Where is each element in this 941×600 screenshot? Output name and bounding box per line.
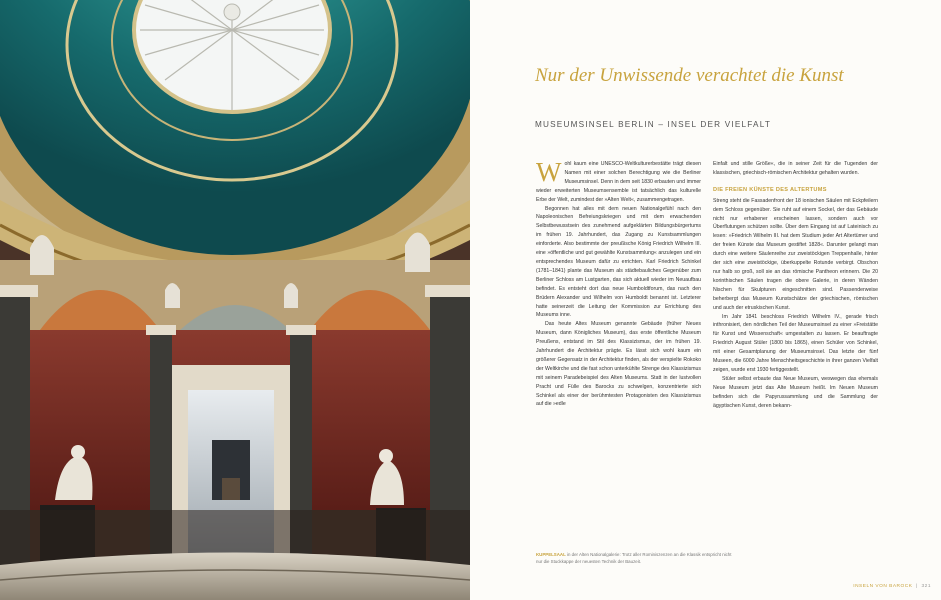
article-title: Nur der Unwissende verachtet die Kunst: [535, 65, 844, 86]
article-subtitle: MUSEUMSINSEL BERLIN – INSEL DER VIELFALT: [535, 120, 772, 129]
paragraph: Begonnen hat alles mit dem neuen Nationalgefühl nach den Napoleonischen Befreiungskriegen und mit dem erwachenden Selbstbewusstsein des zunehmend aufgeklärten Bildungsbürgertums im frühen 19. Jahrhundert, das Zugang zu Kunstsammlungen einforderte. Also bestimmte der preußische König Friedrich Wilhelm III. eine »öffentliche und gut gewählte Kunstsammlung« anzulegen und ein entsprechendes Museum dafür zu errichten. Karl Friedrich Schinkel (1781–1841) plante das Museum als städtebauliches Gegenüber zum Berliner Schloss am Lustgarten, das sich aktuell wieder im Neuaufbau befindet. Es entsteht dort das neue Humboldtforum, das nach den Brüdern Alexander und Wilhelm von Humboldt benannt ist. Letzterer hatte seinerzeit die Leitung der Kommission zur Errichtung des Museums inne.: [536, 205, 701, 319]
text-page: [470, 0, 941, 600]
caption-text: in der Alten Nationalgalerie: Trotz aller Rominiszenzen an die Klassik entspricht nicht nur die Stuckkappe der neuesten Technik der Bauzeit.: [536, 552, 732, 564]
paragraph: Streng steht die Fassadenfront der 18 ionischen Säulen mit Eckpfeilern dem Schloss gegenüber. Sie ruht auf einem Sockel, der das Gebäude nicht nur erhabener erscheinen lassen, sondern auch vor Überflutungen schützen sollte. Über dem Eingang ist auf Lateinisch zu lesen: »Friedrich Wilhelm III. hat dem Studium jeder Art Altertümer und der freien Künste das Museum gestiftet 1828«. Darunter gelangt man durch eine weitere Säulenreihe zur zweistöckigen Treppenhalle, hinter der sich eine zweistöckige, überkuppelte Rotunde verbirgt. Obschon nur halb so groß, soll sie an das römische Pantheon erinnern. Die 20 korinthischen Säulen tragen die obere Galerie, in deren Wänden Nischen für Skulpturen eingeschnitten sind. Passenderweise beherbergt das Museum Kunstschätze der griechischen, römischen und auch der etruskischen Kunst.: [713, 197, 878, 311]
photo-caption: [536, 552, 736, 565]
kuppelsaal-illustration: [0, 0, 470, 600]
drop-cap: W: [536, 157, 562, 187]
paragraph: Stüler selbst erbaute das Neue Museum, weswegen das ehemals Neue Museum jetzt das Alte Museum heißt. Im Neuen Museum befinden sich die Papyrussammlung und die Sammlung der ägyptischen Kunst, deren bekann-: [713, 375, 878, 409]
paragraph: Einfalt und stille Größe«, die in seiner Zeit für die Tugenden der klassischen, griechisch-römischen Architektur gehalten wurden.: [713, 161, 878, 176]
page-footer: INSELN VON BAROCK | 321: [853, 584, 931, 589]
text-column-left: [536, 157, 701, 409]
hall-photo: [0, 0, 470, 600]
page-number: 321: [921, 584, 931, 589]
caption-label: KUPPELSAAL: [536, 552, 566, 557]
section-heading: DIE FREIEN KÜNSTE DES ALTERTUMS: [713, 186, 827, 193]
paragraph: Das heute Altes Museum genannte Gebäude (früher Neues Museum, dann Königliches Museum), das erste öffentliche Museum Preußens, entstand im Stil des Klassizismus, der im frühen 19. Jahrhundert die Architektur prägte. Es lässt sich wohl kaum ein größerer Gegensatz in der Architektur finden, als der verspielte Rokoko der Weltkirche und die fast schon unterkühlte Strenge des Klassizismus mit seinem Paradebeispiel des Alten Museums. Statt in der lustvollen Pracht und Fülle des Barocks zu schwelgen, konzentrierte sich Schinkel als einer der berühmtesten Protagonisten des Klassizismus auf die »edle: [536, 321, 701, 408]
running-footer: INSELN VON BAROCK: [853, 584, 913, 589]
text-column-right: [713, 160, 878, 410]
paragraph: Im Jahr 1841 beschloss Friedrich Wilhelm IV., gerade frisch inthronisiert, den nördlichen Teil der Museumsinsel zu einer »Freistätte für Kunst und Wissenschaft« umgestalten zu lassen. Er beauftragte Friedrich August Stüler (1800 bis 1865), einen Schüler von Schinkel, mit einer Gesamtplanung der Museumsinsel. Das letzte der fünf Museen, die 6000 Jahre Menschheitsgeschichte in ihrer ganzen Vielfalt zeigen, wurde erst 1930 fertiggestellt.: [713, 313, 878, 373]
paragraph: ohl kaum eine UNESCO-Weltkulturerbestätte trägt diesen Namen mit einer solchen Berechtigung wie die Berliner Museumsinsel. Denn in dem seit 1830 erbauten und immer wieder erweiterten Museumsensemble ist tatsächlich das kulturelle Erbe der Welt, zumindest der »Alten Welt«, zusammengetragen.: [536, 161, 701, 203]
